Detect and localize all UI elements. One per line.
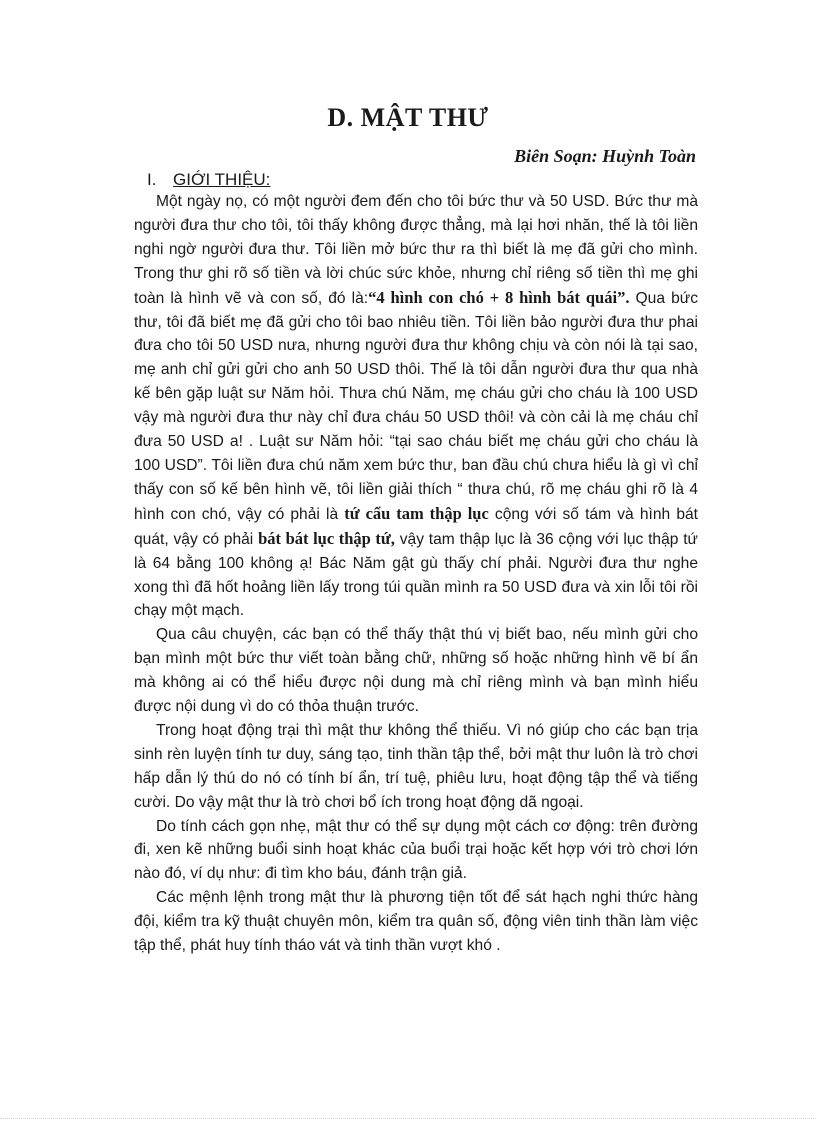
story-text-4: vậy tam thập lục là 36 cộng với lục thập tứ là 64 bằng 100 không ạ! Bác Năm gật gù thấy chí phải. Người đưa thư nghe xong thì đã hốt hoảng liền lấy trong túi quần mình ra 50 USD đưa và xin lỗi tôi rồi chạy một mạch. bbox=[134, 530, 698, 620]
story-text-2: Qua bức thư, tôi đã biết mẹ đã gửi cho tôi bao nhiêu tiền. Tôi liền bảo người đưa thư phai đưa cho tôi 50 USD nưa, nhưng người đưa thư không chịu và còn nói là tại sao, mẹ anh chỉ gửi gửi cho anh 50 USD thôi. Thế là tôi dẫn người đưa thư qua nhà kế bên gặp luật sư Năm hỏi. Thưa chú Năm, mẹ cháu gửi cho cháu là 100 USD vậy mà người đưa thư này chỉ đưa cháu 50 USD thôi! và còn cải là mẹ cháu chỉ đưa 50 USD a! . Luật sư Năm hỏi: “tại sao cháu biết mẹ cháu gửi cho cháu là 100 USD”. Tôi liền đưa chú năm xem bức thư, ban đầu chú chưa hiểu là gì vì chỉ thấy con số kế bên hình vẽ, tôi liền giải thích “ thưa chú, rõ mẹ cháu ghi rõ là 4 hình con chó, vậy có phải là bbox=[134, 289, 698, 523]
paragraph-5: Các mệnh lệnh trong mật thư là phương tiện tốt để sát hạch nghi thức hàng đội, kiểm tra kỹ thuật chuyên môn, kiểm tra quân số, động viên tinh thần làm việc tập thể, phát huy tính tháo vát và tinh thần vượt khó . bbox=[134, 889, 698, 955]
paragraph-3: Trong hoạt động trại thì mật thư không thể thiếu. Vì nó giúp cho các bạn trịa sinh rèn luyện tính tư duy, sáng tạo, tinh thần tập thể, bởi mật thư luôn là trò chơi hấp dẫn lý thú do nó có tính bí ẩn, trí tuệ, phiêu lưu, hoạt động tập thể và tiếng cười. Do vậy mật thư là trò chơi bổ ích trong hoạt động dã ngoại. bbox=[134, 721, 698, 811]
story-text-1: Một ngày nọ, có một người đem đến cho tôi bức thư và 50 USD. Bức thư mà người đưa thư cho tôi, tôi thấy không được thẳng, mà lại hơi nhăn, thế là tôi liền nghi ngờ người đưa thư. Tôi liền mở bức thư ra thì biết là mẹ đã gửi cho mình. Trong thư ghi rõ số tiền và lời chúc sức khỏe, nhưng chỉ riêng số tiền thì mẹ ghi toàn là hình vẽ và con số, đó là: bbox=[134, 193, 698, 307]
section-heading bbox=[147, 170, 270, 190]
author-line: Biên Soạn: Huỳnh Toàn bbox=[514, 146, 696, 166]
section-title: GIỚI THIỆU: bbox=[173, 170, 271, 189]
paragraph-4: Do tính cách gọn nhẹ, mật thư có thể sự dụng một cách cơ động: trên đường đi, xen kẽ những buổi sinh hoạt khác của buổi trại hoặc kết hợp với trò chơi lớn nào đó, ví dụ như: đi tìm kho báu, đánh trận giả. bbox=[134, 817, 698, 883]
paragraph-story bbox=[134, 190, 698, 623]
bold-term-1: tứ cẩu tam thập lục bbox=[344, 503, 489, 523]
bold-term-2: bát bát lục thập tứ, bbox=[258, 528, 395, 548]
bold-riddle: “4 hình con chó + 8 hình bát quái”. bbox=[368, 287, 630, 307]
footer-divider bbox=[0, 1118, 816, 1119]
story-text-3: cộng với số tám và hình bát quát, vậy có phải bbox=[134, 505, 698, 548]
section-number: I. bbox=[147, 170, 157, 189]
body-text bbox=[134, 190, 698, 958]
page-title: D. MẬT THƯ bbox=[327, 103, 489, 132]
paragraph-2: Qua câu chuyện, các bạn có thể thấy thật thú vị biết bao, nếu mình gửi cho bạn mình một bức thư viết toàn bằng chữ, những số hoặc những hình vẽ bí ẩn mà không ai có thể hiểu được nội dung mà chỉ riêng mình và bạn mình hiểu được nội dung vì do có thỏa thuận trước. bbox=[134, 626, 698, 716]
